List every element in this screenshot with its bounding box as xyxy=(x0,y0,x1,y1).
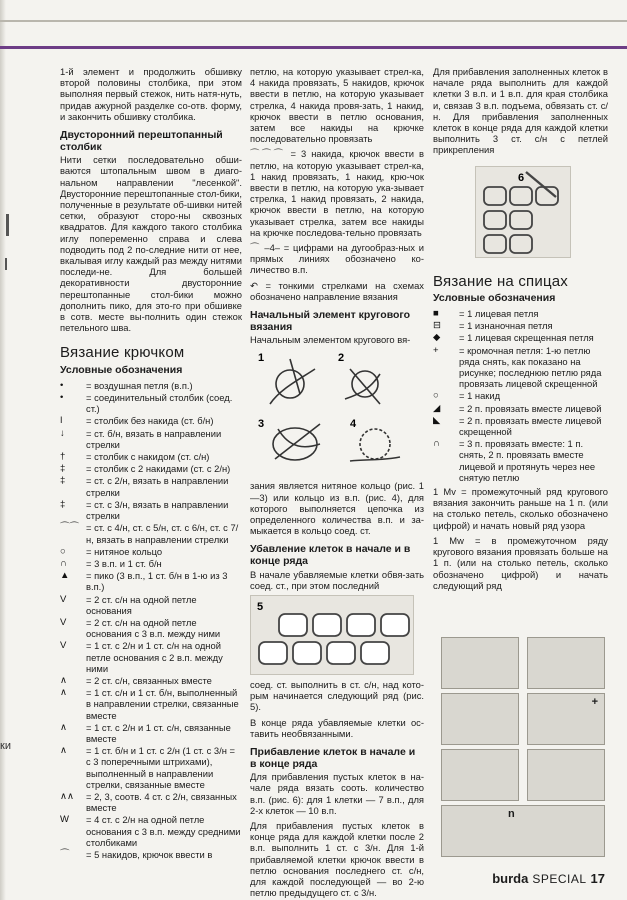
legend-text: = ст. с 2/н, вязать в направлении стрелки xyxy=(86,475,229,498)
legend-text: = 1 лицевая скрещенная петля xyxy=(459,332,594,344)
figure-5 xyxy=(250,595,414,675)
legend-symbol-icon: ∩ xyxy=(60,557,67,569)
legend-list xyxy=(60,380,242,860)
paragraph: зания является нитяное кольцо (рис. 1—3) или кольцо из в.п. (рис. 4), для которого выполняется цепочка из определенного количества в.п. и за-мыкается в кольцо соед. ст. xyxy=(250,480,424,537)
legend-symbol-icon: ↓ xyxy=(60,427,65,439)
column-middle xyxy=(250,66,424,900)
legend-item xyxy=(60,640,242,674)
legend-symbol-icon: ○ xyxy=(433,390,439,402)
paragraph: 1-й элемент и продолжить обшивку второй половины столбика, при этом выполняя первый стежок, нить натя-нуть, придав ажурной разделке со-отв. форму, и закончить обшивку столбика. xyxy=(60,66,242,122)
paragraph: Начальным элементом кругового вя- xyxy=(250,334,411,346)
figure-label: 2 xyxy=(338,352,345,365)
knitting-photo xyxy=(527,749,605,801)
legend-text: = 2 п. провязать вместе лицевой xyxy=(459,402,602,414)
legend-text: = воздушная петля (в.п.) xyxy=(86,379,193,391)
arrow-icon: ↶ xyxy=(250,279,266,291)
subheading: Убавление клеток в начале и в конце ряда xyxy=(250,543,411,568)
paragraph: соед. ст. выполнить в ст. с/н, над кото-рым начинается следующий ряд (рис. 5). xyxy=(250,679,424,713)
paragraph xyxy=(250,148,424,238)
legend-item xyxy=(433,415,608,437)
legend-item xyxy=(60,675,242,686)
legend-symbol-icon: ⊟ xyxy=(433,320,441,332)
legend-item xyxy=(60,380,242,391)
header-stripe xyxy=(0,20,627,22)
column-left xyxy=(60,66,242,861)
figure-grid-drawing xyxy=(251,596,414,675)
legend-symbol-icon: ▲ xyxy=(60,570,70,582)
legend-text: = 4 ст. с 2/н на одной петле основания с 3 в.п. между средними столбиками xyxy=(86,814,241,848)
legend-symbol-icon: V xyxy=(60,640,67,652)
legend-item xyxy=(433,390,608,401)
legend-symbol-icon: ∩ xyxy=(433,438,440,450)
legend-symbol-icon: ∧ xyxy=(60,745,67,757)
legend-item xyxy=(60,570,242,592)
paragraph: В начале убавляемые клетки обвя-зать соед. ст., при этом последний xyxy=(250,568,424,591)
knitting-photo xyxy=(441,805,605,857)
legend-item xyxy=(60,522,242,544)
legend-symbol-icon: ∧ xyxy=(60,721,67,733)
legend-text: = пико (3 в.п., 1 ст. б/н в 1-ю из 3 в.п.) xyxy=(86,570,228,593)
legend-text: = ст. б/н, вязать в направлении стрелки xyxy=(86,427,222,450)
figure-label: 1 xyxy=(258,352,265,365)
legend-symbol-icon: ∧ xyxy=(60,687,67,699)
legend-text: = 2, 3, соотв. 4 ст. с 2/н, связанных вместе xyxy=(86,790,237,814)
knitting-photo xyxy=(527,637,605,689)
legend-text: = 2 ст. с/н на одной петле основания xyxy=(86,593,197,616)
knitting-photo xyxy=(441,749,519,801)
legend-text: = столбик без накида (ст. б/н) xyxy=(86,415,214,427)
legend-symbol-icon: ◣ xyxy=(433,414,441,426)
paragraph xyxy=(250,242,424,276)
legend-text: = 2 п. провязать вместе лицевой скрещенной xyxy=(459,414,602,438)
page-number: 17 xyxy=(590,871,605,886)
subheading: Начальный элемент кругового вязания xyxy=(250,309,411,333)
legend-item xyxy=(60,594,242,616)
legend-item xyxy=(433,308,608,319)
paragraph: Для прибавления заполненных клеток в начале ряда выполнить для каждой клетки 3 в.п. и 1 в.п. для края столбика и, связав 3 в.п. подъема, обвязать ст. с/н. Для прибавления заполненных клеток в конце ряда для каждой клетки выполнить 3 ст. с/н с петлей прикрепления xyxy=(433,66,608,156)
legend-title: Условные обозначения xyxy=(60,363,183,376)
legend-text: = 3 в.п. и 1 ст. б/н xyxy=(86,557,162,569)
figure-6 xyxy=(475,166,571,258)
legend-item xyxy=(433,438,608,483)
legend-text: = кромочная петля: 1-ю петлю ряда снять, как показано на рисунке; последнюю петлю ряда провязать лицевой скрещенной xyxy=(459,344,602,390)
legend-symbol-icon: ǀ xyxy=(60,415,63,427)
pencil-mark xyxy=(5,258,7,270)
legend-text: = 2 ст. с/н на одной петле основания с 3 в.п. между ними xyxy=(86,616,221,640)
legend-symbol-icon: W xyxy=(60,814,69,826)
legend-text: = 1 ст. с 2/н и 1 ст. с/н, связанные вместе xyxy=(86,721,231,744)
header-accent-line xyxy=(0,46,627,49)
legend-text: = столбик с 2 накидами (ст. с 2/н) xyxy=(86,463,231,475)
legend-item xyxy=(60,849,242,860)
figure-label: 4 xyxy=(350,418,357,431)
legend-text: = столбик с накидом (ст. с/н) xyxy=(86,451,210,463)
subheading: Прибавление клеток в начале и в конце ряда xyxy=(250,746,416,770)
figure-label: 6 xyxy=(518,171,525,184)
section-title: Вязание крючком xyxy=(60,344,185,362)
legend-text: = 1 накид xyxy=(459,390,501,402)
scan-edge xyxy=(0,0,6,900)
legend-text: = 1 ст. с 2/н и 1 ст. с/н на одной петле основания с 2 в.п. между ними xyxy=(86,640,223,674)
legend-symbol-icon: ‡ xyxy=(60,498,66,510)
paragraph: 1 Mv = промежуточный ряд кругового вязания закончить раньше на 1 п. (или на столько петель, сколько обозначено цифрой) и начать новый ряд узора xyxy=(433,486,608,531)
page-footer xyxy=(492,871,605,886)
legend-item xyxy=(60,814,242,848)
column-right xyxy=(433,66,608,595)
header-rule xyxy=(0,0,627,54)
legend-item xyxy=(60,722,242,744)
legend-item xyxy=(60,451,242,462)
figure-label: 3 xyxy=(258,418,265,431)
legend-text: = 1 ст. б/н и 1 ст. с 2/н (1 ст. с 3/н = с 3 поперечными штрихами), выполненный в направлении стрелки, связанные вместе xyxy=(86,745,235,790)
figure-ring-drawing xyxy=(250,349,424,474)
photo-label: + xyxy=(591,696,598,708)
legend-text: = 5 накидов, крючок ввести в xyxy=(86,848,213,860)
legend-item xyxy=(60,745,242,790)
legend-text: = 1 лицевая петля xyxy=(459,308,539,320)
symbol-icon: ⌒⌒⌒ xyxy=(250,148,291,160)
symbol-icon: ⌒ –4– xyxy=(250,242,284,254)
legend-symbol-icon: V xyxy=(60,616,67,628)
legend-item xyxy=(60,475,242,497)
legend-text: = соединительный столбик (соед. ст.) xyxy=(86,392,233,415)
legend-text: = ст. с 3/н, вязать в направлении стрелки xyxy=(86,498,229,522)
legend-item xyxy=(433,320,608,331)
legend-symbol-icon: ○ xyxy=(60,545,66,557)
legend-list xyxy=(433,308,608,483)
pencil-mark xyxy=(6,214,9,236)
legend-symbol-icon: ◆ xyxy=(433,332,441,344)
paragraph: Нити сетки последовательно обши-ваются штопальным швом в диаго-нальном направлении "лесенкой". Двусторонние перештопанные стол-бики, полученные в результате об-шивки нитей сетки, образуют сторо-ны сквозных квадратов. Для каждого такого столбика иглу попеременно справа и слева подводить под 2 по-следние нити от нее, вкалывая иглу каждый раз между нитями последи-не. Для большей декоративности двусторонние перештопанные стол-бики можно дополнить пико, для это-го при обшивке в сотв. месте вы-полнить один стежок петельного шва. xyxy=(60,154,242,334)
paragraph: Для прибавления пустых клеток в на-чале ряда вязать сооть. количество в.п. (рис. 6): для 1 клетки — 7 в.п., для 2-х клеток — 10 в.п. xyxy=(250,771,424,816)
legend-symbol-icon: ■ xyxy=(433,308,439,320)
legend-item xyxy=(60,791,242,813)
brand-name: burda xyxy=(492,871,529,886)
legend-text: = ст. с 4/н, ст. с 5/н, ст. с 6/н, ст. с 7/н, вязать в направлении стрелки xyxy=(86,522,239,545)
legend-symbol-icon: ⌒⌒ xyxy=(60,522,80,534)
figure-1-4 xyxy=(250,349,424,474)
photo-label: n xyxy=(508,808,515,820)
legend-item xyxy=(60,546,242,557)
legend-item xyxy=(60,428,242,450)
knitting-photo xyxy=(441,693,519,745)
legend-symbol-icon: ‡ xyxy=(60,475,66,487)
legend-symbol-icon: ‡ xyxy=(60,463,66,475)
legend-item xyxy=(60,687,242,721)
paragraph: Для прибавления пустых клеток в конце ряда для каждой клетки после 2 в.п. выполнить 1 ст. с 3/н. Для 1-й прибавляемой клетки крючок ввести в петлю основания последнего ст. с/н, для каждой последующей — во 2-ю петлю предыдущего ст. с 3/н. xyxy=(250,820,424,899)
paragraph xyxy=(250,280,424,302)
legend-text: = 3 п. провязать вместе: 1 п. снять, 2 п. провязать вместе лицевой и протянуть через нее снятую петлю xyxy=(459,438,596,483)
legend-text: = 1 ст. с/н и 1 ст. б/н, выполненный в направлении стрелки, связанные вместе xyxy=(86,687,239,721)
legend-item xyxy=(60,499,242,521)
margin-fragment: ки xyxy=(0,740,11,752)
paragraph-text: = цифрами на дугообраз-ных и прямых линиях обозначено ко-личество в.п. xyxy=(250,242,425,276)
legend-symbol-icon: ∧ xyxy=(60,674,67,686)
legend-item xyxy=(433,345,608,390)
section-title: Вязание на спицах xyxy=(433,272,568,290)
legend-symbol-icon: • xyxy=(60,392,64,404)
legend-item xyxy=(60,392,242,414)
legend-symbol-icon: + xyxy=(433,344,439,356)
legend-item xyxy=(60,558,242,569)
legend-title: Условные обозначения xyxy=(433,291,556,304)
figure-add-cells-drawing xyxy=(476,167,571,258)
legend-symbol-icon: V xyxy=(60,593,67,605)
subheading: Двусторонний перештопанный столбик xyxy=(60,129,223,153)
legend-item xyxy=(433,403,608,414)
legend-text: = 2 ст. с/н, связанных вместе xyxy=(86,674,212,686)
knitting-photo xyxy=(441,637,519,689)
legend-item xyxy=(60,617,242,639)
paragraph: В конце ряда убавляемые клетки ос-тавить необвязанными. xyxy=(250,716,424,739)
paragraph: 1 Mw = в промежуточном ряду кругового вязания провязать больше на 1 п. (или на столько петель, сколько обозначено цифрой) и начать следующий ряд xyxy=(433,534,608,591)
legend-text: = 1 изнаночная петля xyxy=(459,320,553,332)
legend-item xyxy=(60,463,242,474)
figure-label: 5 xyxy=(257,601,264,614)
legend-item xyxy=(60,415,242,426)
legend-symbol-icon: ⌒ xyxy=(60,848,70,860)
legend-symbol-icon: ◢ xyxy=(433,402,441,414)
legend-symbol-icon: • xyxy=(60,379,64,391)
legend-symbol-icon: ∧∧ xyxy=(60,790,74,802)
paragraph: петлю, на которую указывает стрел-ка, 4 накида провязать, 5 накидов, крючок ввести в петлю, на которую указывает стрелка, 4 накида провя-зать, 1 накид, крючок ввести в петлю основания, затем все накиды на крючке последовательно провязать xyxy=(250,66,424,145)
paragraph-text: = тонкими стрелками на схемах обозначено направление вязания xyxy=(250,279,424,302)
legend-text: = нитяное кольцо xyxy=(86,545,163,557)
paragraph-text: = 3 накида, крючок ввести в петлю, на которую указывает стрел-ка, 1 накид провязать, 1 накид, крю-чок ввести в петлю, на которую ука-зывает стрелка, 1 накид провязать, 2 накида, крючок ввести в петлю, на которую указывает стрелка, затем все накиды на крючке последова-тельно провязать xyxy=(250,148,425,238)
magazine-name: SPECIAL xyxy=(532,872,587,886)
legend-symbol-icon: † xyxy=(60,451,66,463)
knitting-photo xyxy=(527,693,605,745)
legend-item xyxy=(433,332,608,343)
